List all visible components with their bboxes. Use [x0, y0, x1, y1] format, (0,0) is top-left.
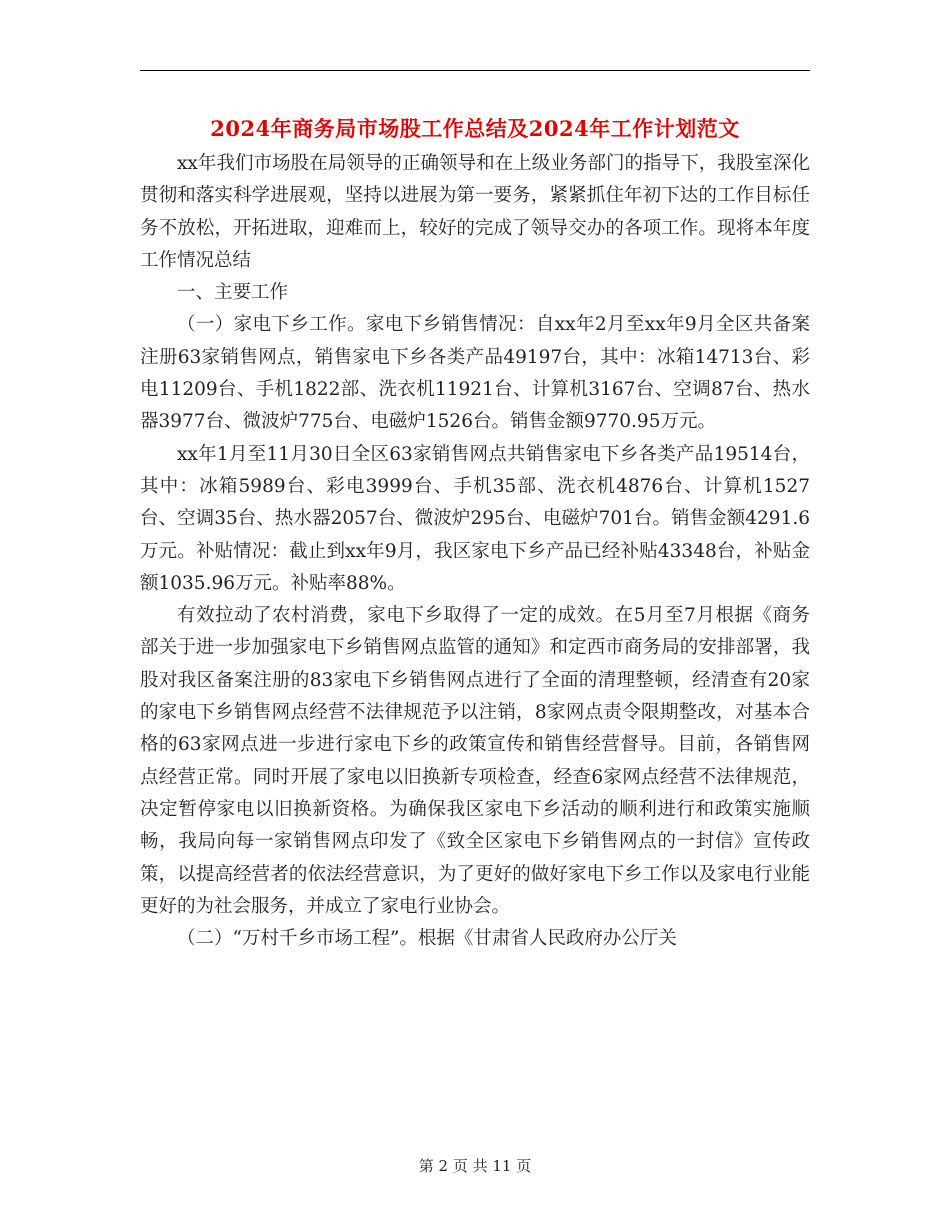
page-number-footer: 第 2 页 共 11 页 [418, 1157, 532, 1175]
document-title: 2024年商务局市场股工作总结及2024年工作计划范文 [210, 116, 740, 141]
paragraph-appliance-sales: （一）家电下乡工作。家电下乡销售情况：自xx年2月至xx年9月全区共备案注册63家销售网点，销售家电下乡各类产品49197台，其中：冰箱14713台、彩电11209台、手机1822部、洗衣机11921台、计算机3167台、空调87台、热水器3977台、微波炉775台、电磁炉1526台。销售金额9770.95万元。 [140, 314, 810, 433]
document-body [140, 148, 810, 955]
paragraph-village-market: （二）“万村千乡市场工程”。根据《甘肃省人民政府办公厅关 [177, 928, 677, 950]
paragraph-appliance-sales-2: xx年1月至11月30日全区63家销售网点共销售家电下乡各类产品19514台，其中：冰箱5989台、彩电3999台、手机35部、洗衣机4876台、计算机1527台、空调35台、热水器2057台、微波炉295台、电磁炉701台。销售金额4291.6万元。补贴情况：截止到xx年9月，我区家电下乡产品已经补贴43348台，补贴金额1035.96万元。补贴率88%。 [140, 443, 810, 594]
section-heading-main-work: 一、主要工作 [177, 282, 289, 304]
header-rule [140, 70, 810, 71]
paragraph-effects: 有效拉动了农村消费，家电下乡取得了一定的成效。在5月至7月根据《商务部关于进一步加强家电下乡销售网点监管的通知》和定西市商务局的安排部署，我股对我区备案注册的83家电下乡销售网点进行了全面的清理整顿，经清查有20家的家电下乡销售网点经营不法律规范予以注销，8家网点责令限期整改，对基本合格的63家网点进一步进行家电下乡的政策宣传和销售经营督导。目前，各销售网点经营正常。同时开展了家电以旧换新专项检查，经查6家网点经营不法律规范，决定暂停家电以旧换新资格。为确保我区家电下乡活动的顺利进行和政策实施顺畅，我局向每一家销售网点印发了《致全区家电下乡销售网点的一封信》宣传政策，以提高经营者的依法经营意识，为了更好的做好家电下乡工作以及家电行业能更好的为社会服务，并成立了家电行业协会。 [140, 605, 810, 917]
paragraph-intro: xx年我们市场股在局领导的正确领导和在上级业务部门的指导下，我股室深化贯彻和落实科学进展观，坚持以进展为第一要务，紧紧抓住年初下达的工作目标任务不放松，开拓进取，迎难而上，较好的完成了领导交办的各项工作。现将本年度工作情况总结 [140, 153, 810, 271]
